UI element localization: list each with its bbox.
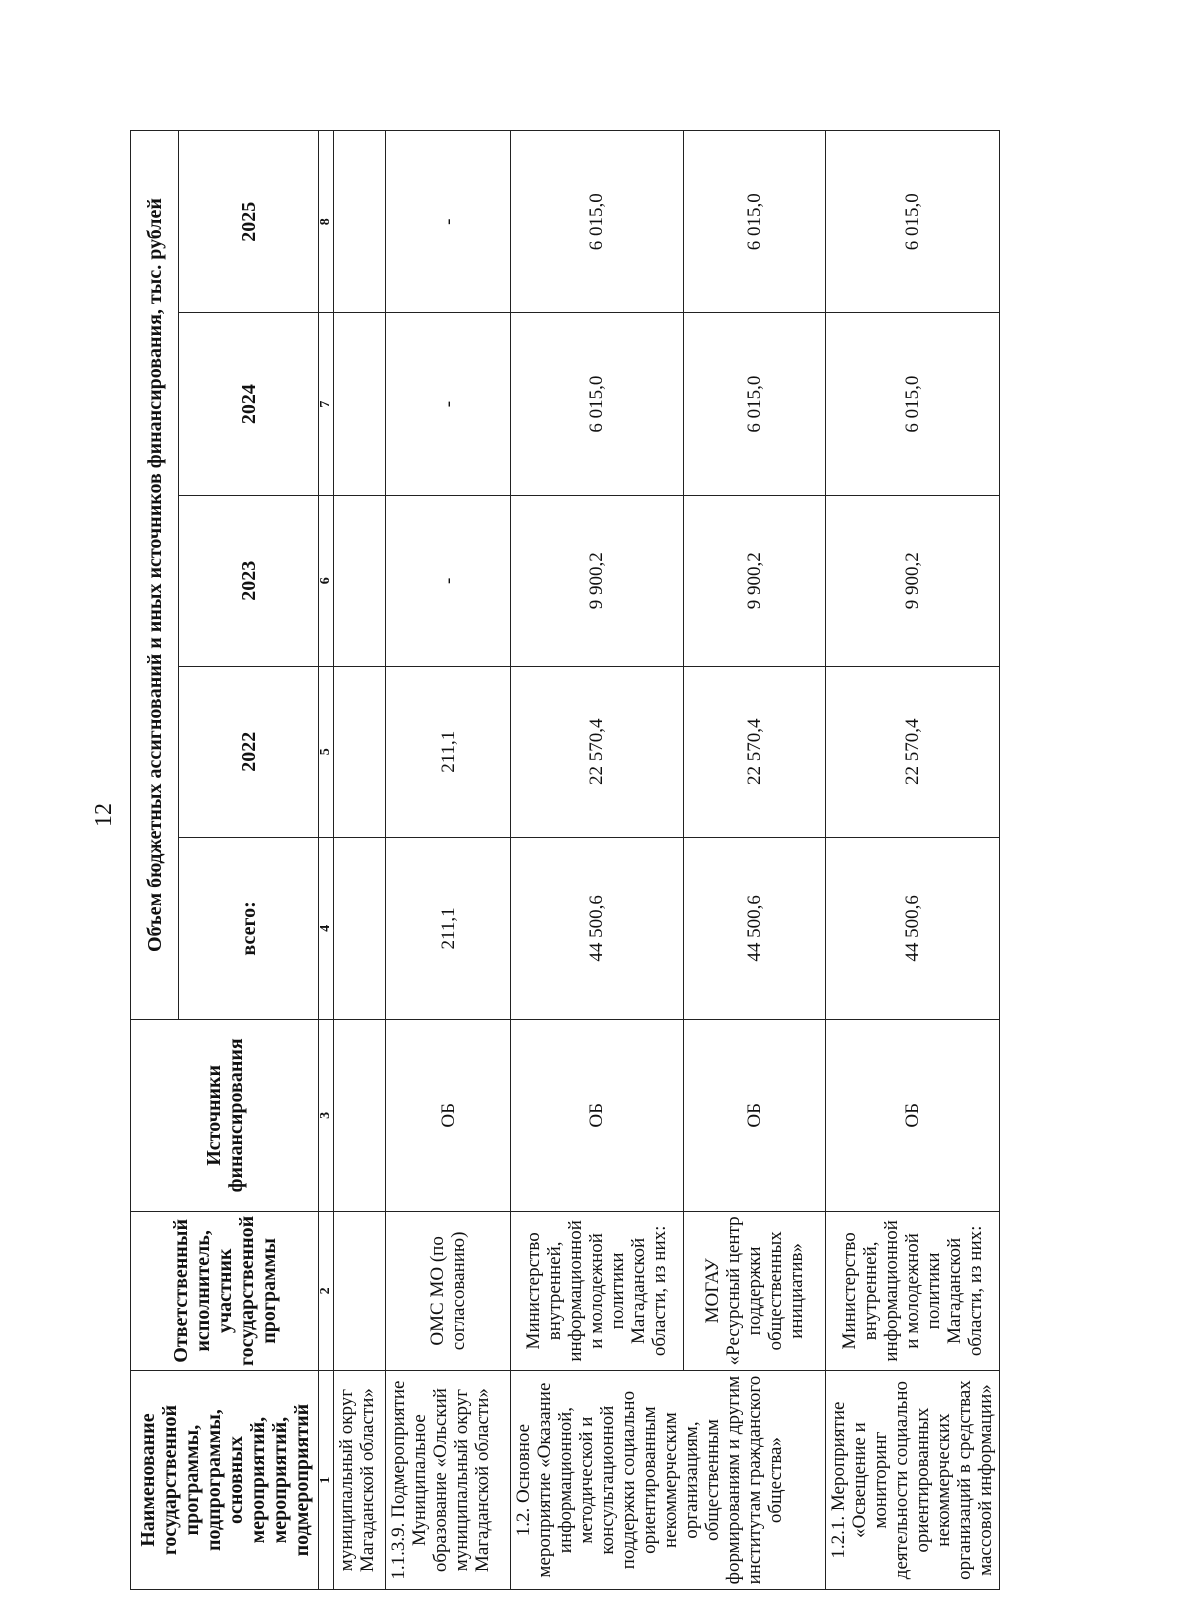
- row-2022: 211,1: [386, 666, 511, 837]
- row-executor: МОГАУ «Ресурсный центр поддержки общественных инициатив»: [683, 1211, 826, 1371]
- row-2024: [334, 313, 386, 495]
- col-number: 8: [319, 131, 334, 313]
- table-row: [510, 131, 683, 1590]
- row-2023: [334, 495, 386, 666]
- column-numbers-row: [319, 131, 334, 1590]
- row-2025: [334, 131, 386, 313]
- row-2025: 6 015,0: [826, 131, 1000, 313]
- header-funding-group: Объем бюджетных ассигнований и иных источников финансирования, тыс. рублей: [131, 131, 179, 1020]
- row-total: 44 500,6: [510, 837, 683, 1019]
- row-executor: Министерство внутренней, информационной и молодежной политики Магаданской области, из них:: [510, 1211, 683, 1371]
- table-row: [334, 131, 386, 1590]
- budget-table: [130, 130, 1000, 1590]
- col-number: 1: [319, 1371, 334, 1590]
- col-number: 4: [319, 837, 334, 1019]
- row-executor: [334, 1211, 386, 1371]
- row-2022: 22 570,4: [683, 666, 826, 837]
- header-2022: 2022: [179, 666, 319, 837]
- row-2024: 6 015,0: [510, 313, 683, 495]
- col-number: 7: [319, 313, 334, 495]
- row-total: 211,1: [386, 837, 511, 1019]
- header-2023: 2023: [179, 495, 319, 666]
- header-2024: 2024: [179, 313, 319, 495]
- header-total: всего:: [179, 837, 319, 1019]
- row-2023: 9 900,2: [683, 495, 826, 666]
- row-2023: 9 900,2: [510, 495, 683, 666]
- row-source: ОБ: [510, 1020, 683, 1211]
- row-executor: ОМС МО (по согласованию): [386, 1211, 511, 1371]
- row-2025: 6 015,0: [683, 131, 826, 313]
- row-total: 44 500,6: [826, 837, 1000, 1019]
- header-name: Наименование государственной программы, подпрограммы, основных мероприятий, мероприятий, подмероприятий: [131, 1371, 319, 1590]
- row-2023: 9 900,2: [826, 495, 1000, 666]
- row-total: [334, 837, 386, 1019]
- row-2025: 6 015,0: [510, 131, 683, 313]
- row-source: ОБ: [826, 1020, 1000, 1211]
- row-source: ОБ: [683, 1020, 826, 1211]
- header-executor: Ответственный исполнитель, участник государственной программы: [131, 1211, 319, 1371]
- page-number: 12: [91, 803, 117, 827]
- row-name: 1.2.1. Мероприятие «Освещение и мониторинг деятельности социально ориентированных некоммерческих организаций в средствах массовой информации»: [826, 1371, 1000, 1590]
- col-number: 2: [319, 1211, 334, 1371]
- col-number: 5: [319, 666, 334, 837]
- row-2024: 6 015,0: [826, 313, 1000, 495]
- row-2023: -: [386, 495, 511, 666]
- table-row: [683, 131, 826, 1590]
- row-executor: Министерство внутренней, информационной и молодежной политики Магаданской области, из них:: [826, 1211, 1000, 1371]
- header-2025: 2025: [179, 131, 319, 313]
- row-total: 44 500,6: [683, 837, 826, 1019]
- table-row: [826, 131, 1000, 1590]
- row-name: муниципальный округ Магаданской области»: [334, 1371, 386, 1590]
- row-2024: -: [386, 313, 511, 495]
- row-name: 1.2. Основное мероприятие «Оказание информационной, методической и консультационной поддержки социально ориентированным некоммерческим организациям, общественным формированиям и другим институтам гражданского общества»: [510, 1371, 825, 1590]
- col-number: 6: [319, 495, 334, 666]
- header-source: Источники финансирования: [131, 1020, 319, 1211]
- row-2024: 6 015,0: [683, 313, 826, 495]
- budget-table-rotated: [130, 130, 1000, 1590]
- row-2022: [334, 666, 386, 837]
- row-source: ОБ: [386, 1020, 511, 1211]
- table-row: [386, 131, 511, 1590]
- row-source: [334, 1020, 386, 1211]
- row-name: 1.1.3.9. Подмероприятие Муниципальное образование «Ольский муниципальный округ Магаданской области»: [386, 1371, 511, 1590]
- row-2022: 22 570,4: [826, 666, 1000, 837]
- row-2022: 22 570,4: [510, 666, 683, 837]
- row-2025: -: [386, 131, 511, 313]
- col-number: 3: [319, 1020, 334, 1211]
